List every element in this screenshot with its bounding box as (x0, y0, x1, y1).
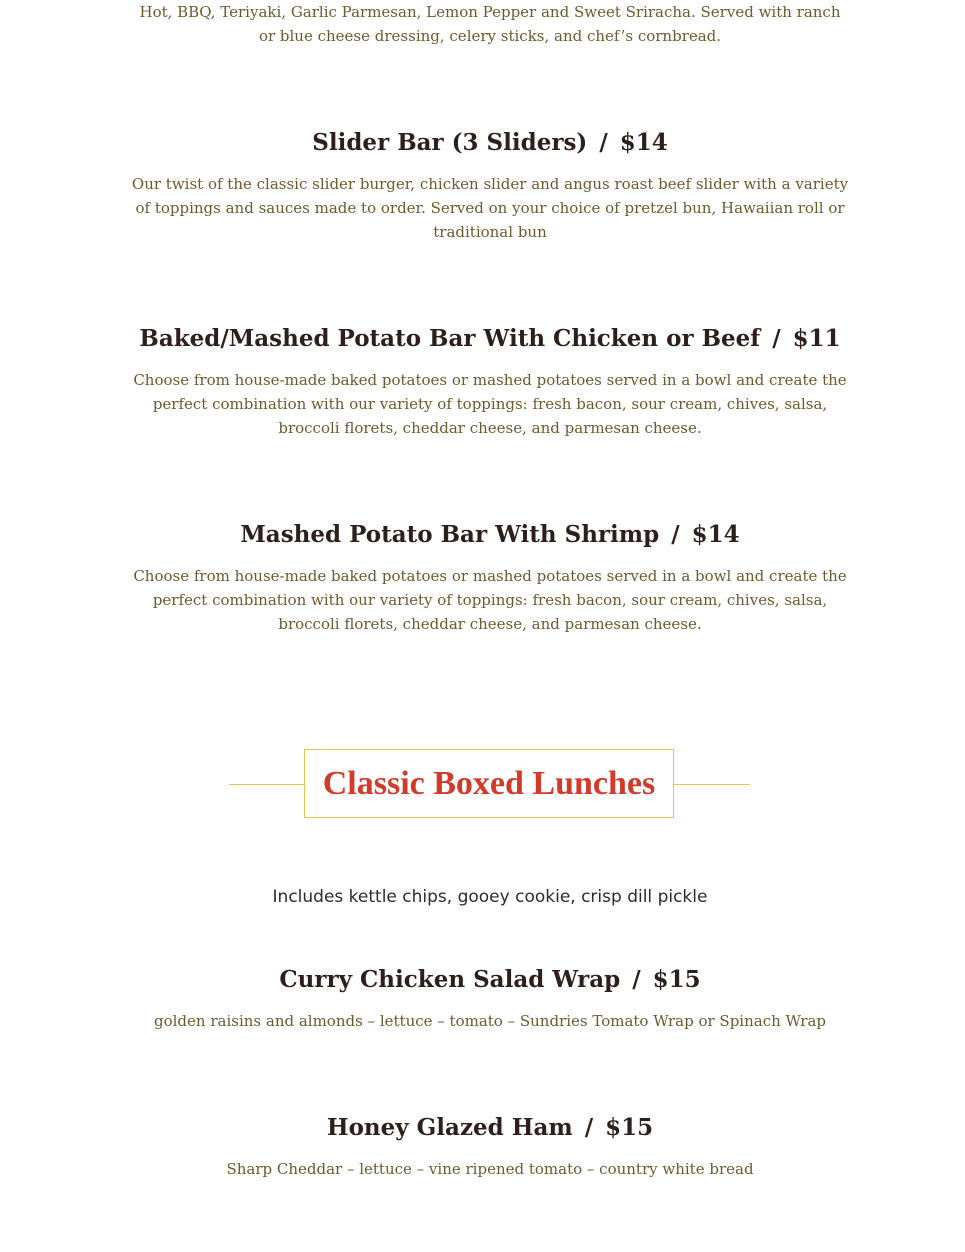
menu-item-title-curry-chicken-wrap (0, 965, 965, 995)
menu-item-title-potato-bar (0, 324, 965, 354)
item-price: $14 (691, 521, 740, 548)
section-includes-note: Includes kettle chips, gooey cookie, crisp dill pickle (272, 887, 708, 907)
item-name: Mashed Potato Bar With Shrimp (240, 521, 660, 548)
slider-bar-description: Our twist of the classic slider burger, chicken slider and angus roast beef slider with a variety of toppings and sauces made to order. Served on your choice of pretzel bun, Hawaiian roll or traditional bun (131, 175, 849, 241)
item-name: Baked/Mashed Potato Bar With Chicken or Beef (139, 325, 761, 352)
menu-item-title-slider-bar (0, 128, 965, 158)
price-separator: / (632, 966, 641, 993)
section-header-box (304, 749, 674, 818)
item-price: $15 (605, 1114, 654, 1141)
item-name: Curry Chicken Salad Wrap (279, 966, 621, 993)
section-divider-left (229, 784, 304, 785)
price-separator: / (772, 325, 781, 352)
menu-item-title-shrimp-potato-bar (0, 520, 965, 550)
item-price: $15 (652, 966, 701, 993)
item-price: $14 (619, 129, 668, 156)
shrimp-potato-bar-description: Choose from house-made baked potatoes or mashed potatoes served in a bowl and create the perfect combination with our variety of toppings: fresh bacon, sour cream, chives, salsa, broccoli florets, cheddar cheese, and parmesan cheese. (133, 567, 847, 633)
item-price: $11 (792, 325, 841, 352)
section-title: Classic Boxed Lunches (322, 764, 656, 802)
section-divider-right (674, 784, 750, 785)
menu-item-title-honey-glazed-ham (0, 1113, 965, 1143)
item-name: Slider Bar (3 Sliders) (312, 129, 588, 156)
item-name: Honey Glazed Ham (326, 1114, 573, 1141)
honey-glazed-ham-description: Sharp Cheddar – lettuce – vine ripened tomato – country white bread (226, 1160, 754, 1178)
potato-bar-description: Choose from house-made baked potatoes or mashed potatoes served in a bowl and create the perfect combination with our variety of toppings: fresh bacon, sour cream, chives, salsa, broccoli florets, cheddar cheese, and parmesan cheese. (133, 371, 847, 437)
price-separator: / (599, 129, 608, 156)
price-separator: / (671, 521, 680, 548)
price-separator: / (584, 1114, 594, 1141)
curry-chicken-wrap-description: golden raisins and almonds – lettuce – tomato – Sundries Tomato Wrap or Spinach Wrap (154, 1012, 826, 1030)
wings-description: Hot, BBQ, Teriyaki, Garlic Parmesan, Lemon Pepper and Sweet Sriracha. Served with ranch or blue cheese dressing, celery sticks, and chef’s cornbread. (139, 3, 841, 45)
